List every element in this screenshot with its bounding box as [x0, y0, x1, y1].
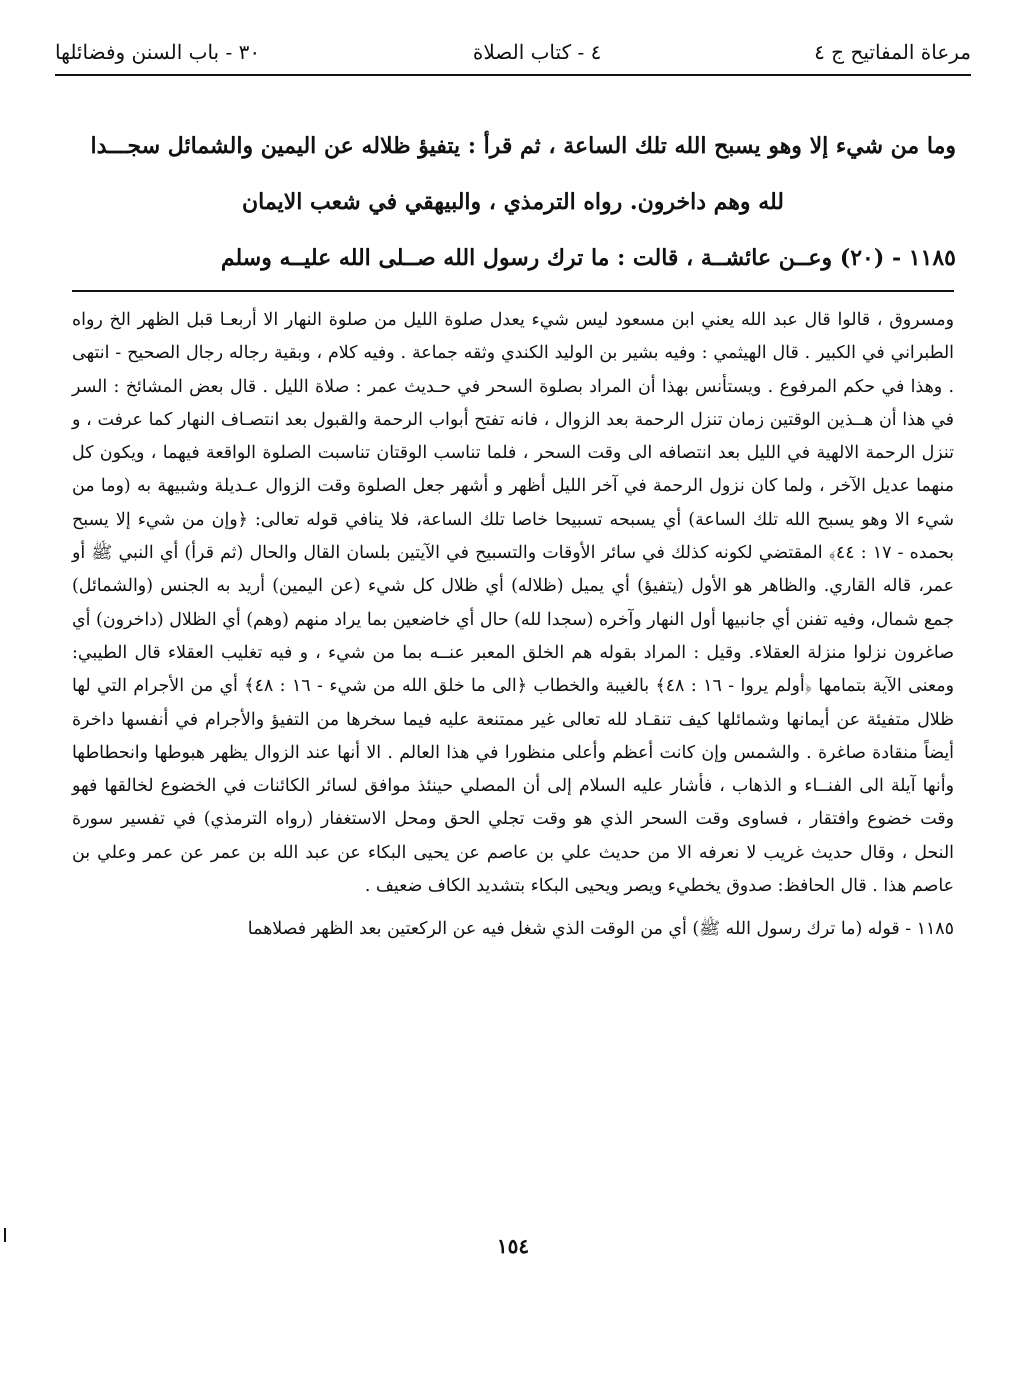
hadith-line-2: لله وهم داخرون. رواه الترمذي ، والبيهقي في شعب الايمان — [242, 189, 784, 215]
header-chapter: ٤ - كتاب الصلاة — [472, 40, 602, 64]
header-section: ٣٠ - باب السنن وفضائلها — [55, 40, 261, 64]
commentary — [72, 304, 954, 947]
hadith-text — [70, 118, 956, 286]
page-number: ١٥٤ — [496, 1234, 530, 1258]
hadith-line-3: ١١٨٥ - (٢٠) وعــن عائشــة ، قالت : ما ترك رسول الله صــلى الله عليــه وسلم — [220, 245, 956, 271]
header-book-title: مرعاة المفاتيح ج ٤ — [814, 40, 971, 64]
section-divider — [72, 290, 954, 292]
hadith-line-1: وما من شيء إلا وهو يسبح الله تلك الساعة ، ثم قرأ : يتفيؤ ظلاله عن اليمين والشمائل سجـــدا — [90, 133, 956, 159]
running-header — [55, 30, 971, 76]
margin-mark — [4, 1228, 6, 1242]
commentary-paragraph: ومسروق ، قالوا قال عبد الله يعني ابن مسعود ليس شيء يعدل صلوة الليل من صلوة النهار الا أربعـا قبل الظهر الخ رواه الطبراني في الكبير . قال الهيثمي : وفيه بشير بن الوليد الكندي وثقه جماعة . وفيه كلام ، وبقية رجاله رجال الصحيح - انتهى . وهذا في حكم المرفوع . ويستأنس بهذا أن المراد بصلوة السحر في حـديث عمر : صلاة الليل . قال بعض المشائخ : السر في هذا أن هــذين الوقتين زمان تنزل الرحمة بعد الزوال ، فانه تفتح أبواب الرحمة والقبول بعد انتصـاف النهار كما عرفت ، و تنزل الرحمة الالهية في الليل بعد انتصافه الى وقت السحر ، فلما تناسب الوقتان تناسبت الصلوة الواقعة فيهما ، ويكون كل منهما عديل الآخر ، ولما كان نزول الرحمة في آخر الليل أظهر و أشهر جعل الصلوة وقت الزوال عـديلة وشبيهة به (وما من شيء الا وهو يسبح الله تلك الساعة) أي يسبحه تسبيحا خاصا تلك الساعة، فلا ينافي قوله تعالى: ﴿وإن من شيء إلا يسبح بحمده - ١٧ : ٤٤﴾ المقتضي لكونه كذلك في سائر الأوقات والتسبيح في الآيتين بلسان القال والحال (ثم قرأ) أي النبي ﷺ أو عمر، قاله القاري. والظاهر هو الأول (يتفيؤ) أي يميل (ظلاله) أي ظلال كل شيء (عن اليمين) أريد به الجنس (والشمائل) جمع شمال، وفيه تفنن أي جانبيها أول النهار وآخره (سجدا لله) حال أي خاضعين بما يراد منهم (وهم) أي الظلال (داخرون) أي صاغرون نزلوا منزلة العقلاء. وقيل : المراد بقوله هم الخلق المعبر عنــه بما من شيء ، و فيه تغليب العقلاء قال الطيبي: ومعنى الآية بتمامها ﴿أولم يروا - ١٦ : ٤٨﴾ بالغيبة والخطاب ﴿الى ما خلق الله من شيء - ١٦ : ٤٨﴾ أي من الأجرام التي لها ظلال متفيئة عن أيمانها وشمائلها كيف تنقـاد لله تعالى غير ممتنعة عليه فيما سخرها من التفيؤ والأجرام في أنفسها داخرة أيضاً منقادة صاغرة . والشمس وإن كانت أعظم وأعلى منظورا في هذا العالم . الا أنها عند الزوال يظهر هبوطها وانحطاطها وأنها آيلة الى الفنــاء و الذهاب ، فأشار عليه السلام إلى أن المصلي حينئذ موافق لسائر الكائنات في الخضوع لخالقها فهو وقت خضوع وافتقار ، فساوى وقت السحر الذي هو وقت تجلي الحق ومحل الاستغفار (رواه الترمذي) في تفسير سورة النحل ، وقال حديث غريب لا نعرفه الا من حديث علي بن عاصم عن يحيى البكاء عن عبد الله بن عمر عن عمر وعلي بن عاصم هذا . قال الحافظ: صدوق يخطيء ويصر ويحيى البكاء بتشديد الكاف ضعيف . — [72, 310, 955, 897]
commentary-footnote: ١١٨٥ - قوله (ما ترك رسول الله ﷺ) أي من الوقت الذي شغل فيه عن الركعتين بعد الظهر فصلاهما — [247, 919, 954, 940]
